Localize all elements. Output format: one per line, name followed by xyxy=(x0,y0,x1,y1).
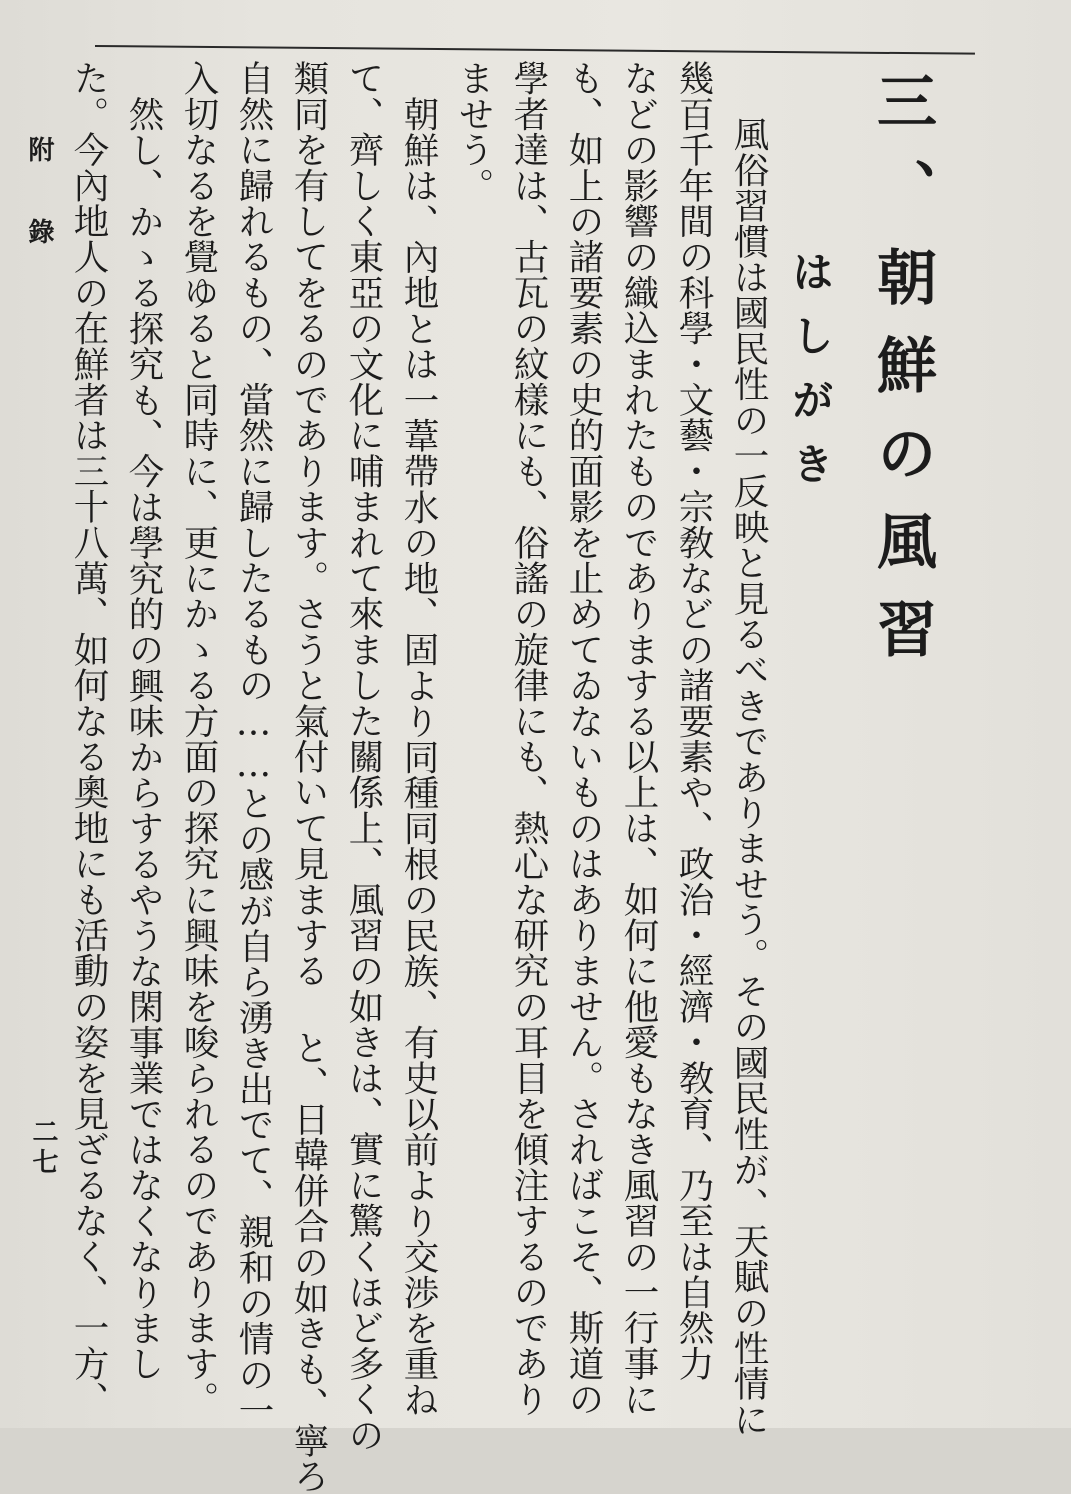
text-column-3: などの影響の織込まれたものでありまする以上は、如何に他愛もなき風習の一行事に xyxy=(618,60,659,1417)
text-column-6: ませう。 xyxy=(453,60,494,203)
chapter-title: 三、朝鮮の風習 xyxy=(867,70,937,686)
text-column-13: た。今內地人の在鮮者は三十八萬、如何なる奧地にも活動の姿を見ざるなく、一方、 xyxy=(68,60,109,1417)
page-number: 二七 xyxy=(28,1118,58,1178)
text-column-9: 類同を有してをるのであります。さうと氣付いて見まする と、日韓併合の如きも、寧ろ xyxy=(288,60,329,1494)
text-column-4: も、如上の諸要素の史的面影を止めてゐないものはありません。さればこそ、斯道の xyxy=(563,60,604,1417)
text-column-1: 風俗習慣は國民性の一反映と見るべきでありませう。その國民性が、天賦の性情に xyxy=(728,116,769,1437)
text-column-8: て、齊しく東亞の文化に哺まれて來ました關係上、風習の如きは、實に驚くほど多くの xyxy=(343,60,384,1453)
text-column-2: 幾百千年間の科學・文藝・宗敎などの諸要素や、政治・經濟・敎育、乃至は自然力 xyxy=(673,60,714,1381)
text-column-10: 自然に歸れるもの、當然に歸したるもの……との感が自ら湧き出でて、親和の情の一 xyxy=(233,60,274,1428)
header-rule xyxy=(95,45,975,55)
text-column-7: 朝鮮は、內地とは一葦帶水の地、固より同種同根の民族、有史以前より交渉を重ね xyxy=(398,96,439,1417)
text-column-5: 學者達は、古瓦の紋樣にも、俗謠の旋律にも、熱心な研究の耳目を傾注するのであり xyxy=(508,60,549,1417)
text-column-11: 入切なるを覺ゆると同時に、更にかゝる方面の探究に興味を唆られるのであります。 xyxy=(178,60,219,1417)
section-subtitle: はしがき xyxy=(786,250,835,506)
text-column-12: 然し、かゝる探究も、今は學究的の興味からするやうな閑事業ではなくなりまし xyxy=(123,96,164,1382)
appendix-label: 附錄 xyxy=(24,136,54,300)
